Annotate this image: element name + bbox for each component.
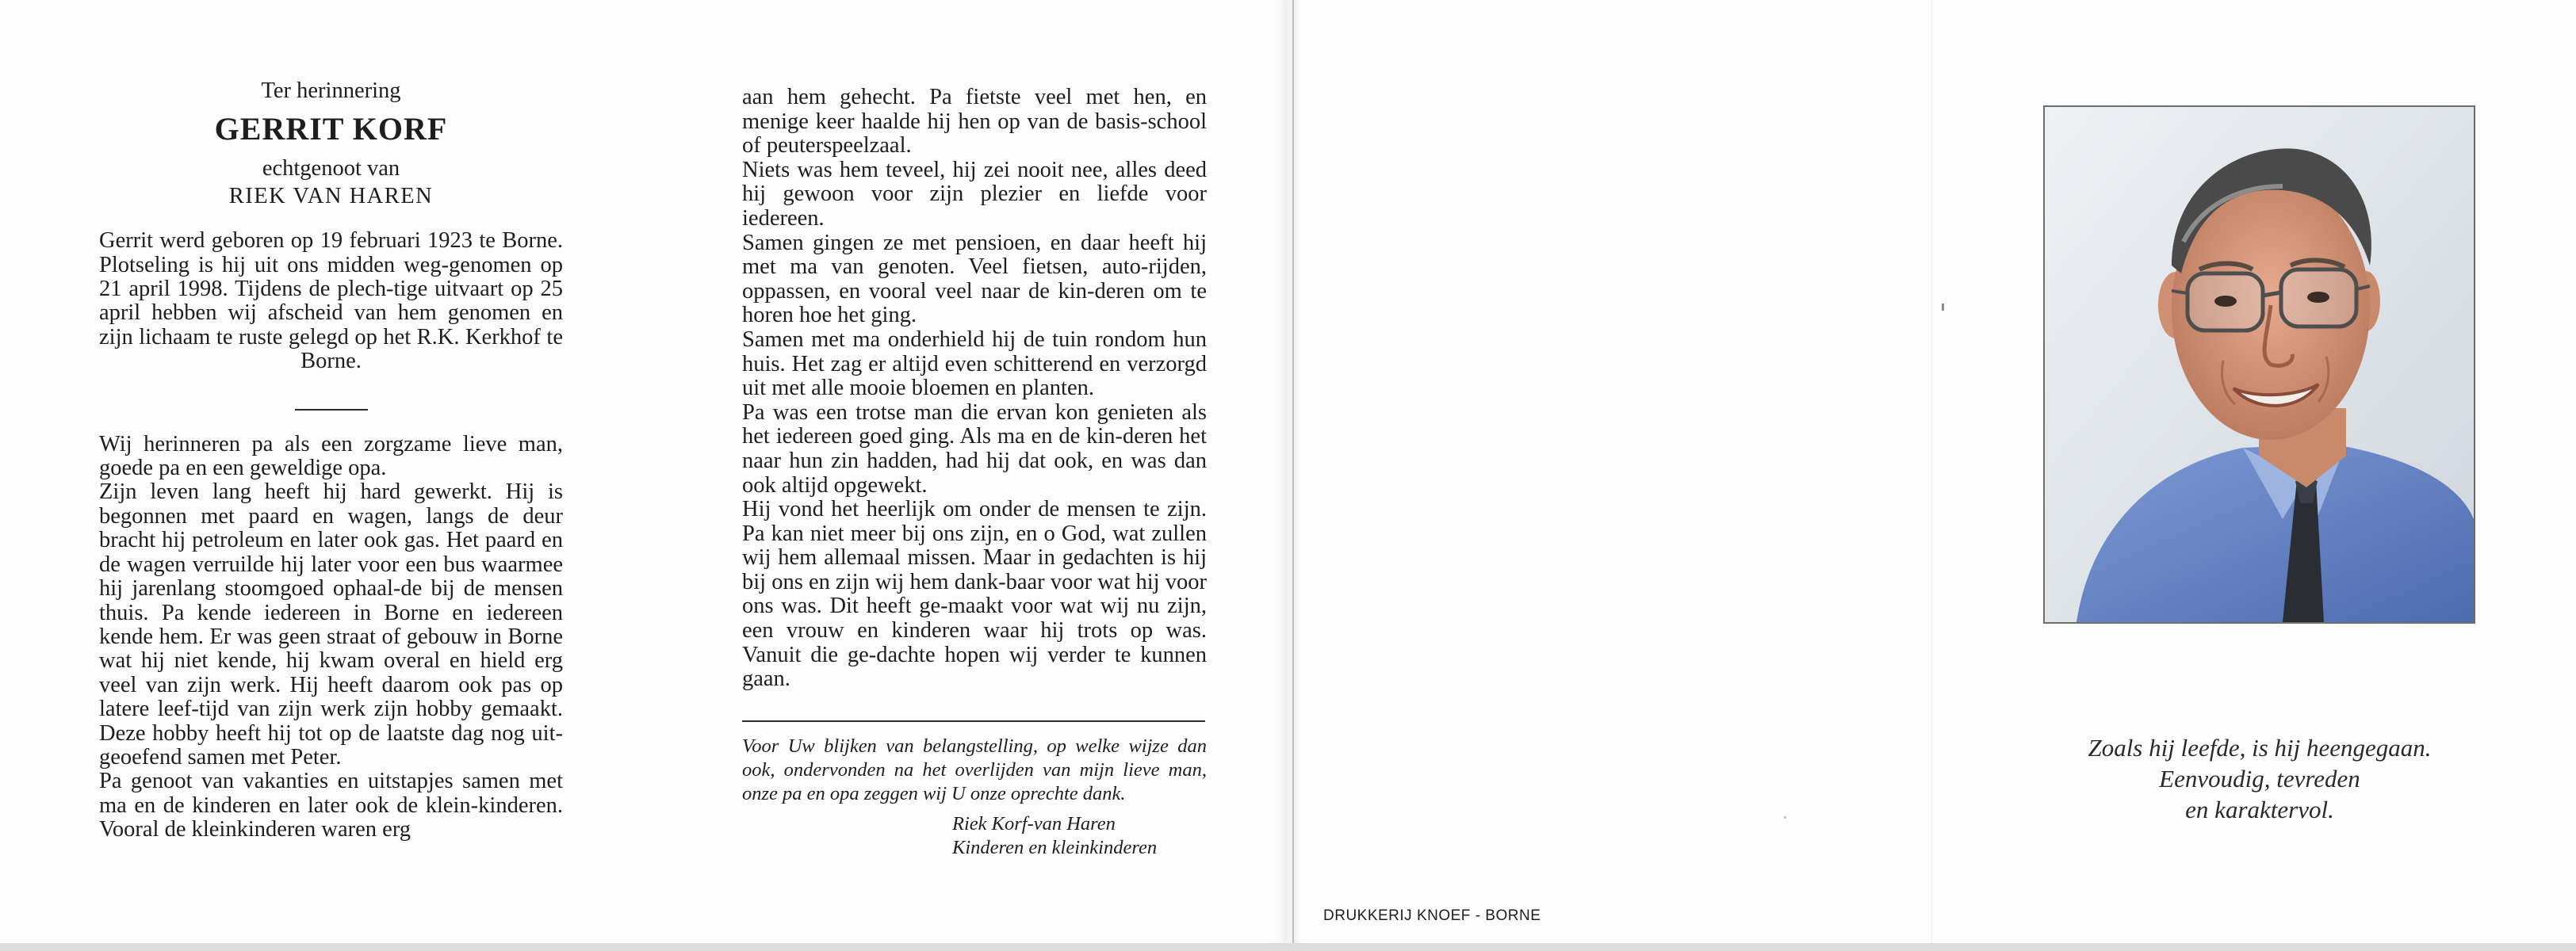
quote-line: Zoals hij leefde, is hij heengegaan. xyxy=(2088,734,2432,762)
memory-paragraph: Wij herinneren pa als een zorgzame lieve man, goede pa en een geweldige opa. xyxy=(99,431,563,481)
memory-paragraph: Pa genoot van vakanties en uitstapjes samen met ma en de kinderen en later ook de klein-kinderen. Vooral de kleinkinderen waren erg xyxy=(99,769,563,842)
memorial-heading: Ter herinnering xyxy=(261,78,401,103)
quote-line: en karaktervol. xyxy=(2185,796,2334,823)
signature-line: Riek Korf-van Haren xyxy=(952,812,1116,835)
memory-paragraph: aan hem gehecht. Pa fietste veel met hen, en menige keer haalde hij hen op van de basis-school of peuterspeelzaal. xyxy=(742,85,1207,158)
portrait-illustration xyxy=(2045,107,2474,622)
section-divider xyxy=(295,409,368,411)
paper-speck xyxy=(1784,816,1786,819)
thanks-text: Voor Uw blijken van belangstelling, op welke wijze dan ook, ondervonden na het overlijden van mijn lieve man, onze pa en opa zeggen wij U onze oprechte dank. xyxy=(742,735,1207,804)
page-gutter xyxy=(1286,0,1292,951)
signature-line: Kinderen en kleinkinderen xyxy=(952,836,1158,858)
memory-paragraph: Hij vond het heerlijk om onder de mensen te zijn. Pa kan niet meer bij ons zijn, en o God, wat zullen wij hem allemaal missen. Maar in gedachten is hij bij ons en zijn wij hem dank-baar voor wat hij voor ons was. Dit heeft ge-maakt voor wat wij nu zijn, een vrouw en kinderen waar hij trots op was. Vanuit die ge-dachte hopen wij verder te kunnen gaan. xyxy=(742,497,1207,692)
paper-speck xyxy=(1942,304,1944,311)
printer-credit: DRUKKERIJ KNOEF - BORNE xyxy=(1323,907,1541,924)
memory-paragraph: Samen gingen ze met pensioen, en daar heeft hij met ma van genoten. Veel fietsen, auto-rijden, oppassen, en vooral veel naar de kin-deren om te horen hoe het ging. xyxy=(742,230,1207,328)
memory-paragraph: Pa was een trotse man die ervan kon genieten als het iedereen goed ging. Als ma en de kin-deren het naar hun zin hadden, had hij dat ook, en was dan ook altijd opgewekt. xyxy=(742,399,1207,498)
memorial-quote xyxy=(2030,732,2490,825)
text-column-2 xyxy=(742,86,1207,860)
text-column-1 xyxy=(99,79,563,842)
bottom-edge xyxy=(0,943,2576,951)
fold-line xyxy=(1931,0,1932,943)
thanks-divider xyxy=(742,720,1205,722)
biography-paragraph: Gerrit werd geboren op 19 februari 1923 te Borne. Plotseling is hij uit ons midden weg-genomen op 21 april 1998. Tijdens de plech-tige uitvaart op 25 april hebben wij afscheid van hem genomen en zijn lichaam te ruste gelegd op het R.K. Kerkhof te Borne. xyxy=(99,228,563,374)
portrait-photo xyxy=(2043,105,2475,624)
memory-paragraph: Zijn leven lang heeft hij hard gewerkt. Hij is begonnen met paard en wagen, langs de deur bracht hij petroleum en later ook gas. Het paard en de wagen verruilde hij later voor een bus waarmee hij jarenlang stoomgoed ophaal-de bij de mensen thuis. Pa kende iedereen in Borne en iedereen kende hem. Er was geen straat of gebouw in Borne wat hij niet kende, hij kwam overal en hield erg veel van zijn werk. Hij heeft daarom ook pas op latere leef-tijd van zijn werk zijn hobby gemaakt. Deze hobby heeft hij tot op de laatste dag nog uit-geoefend samen met Peter. xyxy=(99,479,563,770)
memory-paragraph: Niets was hem teveel, hij zei nooit nee, alles deed hij gewoon voor zijn plezier en liefde voor iedereen. xyxy=(742,157,1207,231)
quote-line: Eenvoudig, tevreden xyxy=(2159,765,2360,792)
signature-block xyxy=(952,812,1207,860)
spouse-name: RIEK VAN HAREN xyxy=(228,183,434,208)
memory-paragraph: Samen met ma onderhield hij de tuin rondom hun huis. Het zag er altijd even schitterend en verzorgd uit met alle mooie bloemen en planten. xyxy=(742,327,1207,401)
spouse-label: echtgenoot van xyxy=(262,156,400,181)
deceased-name: GERRIT KORF xyxy=(214,111,448,147)
